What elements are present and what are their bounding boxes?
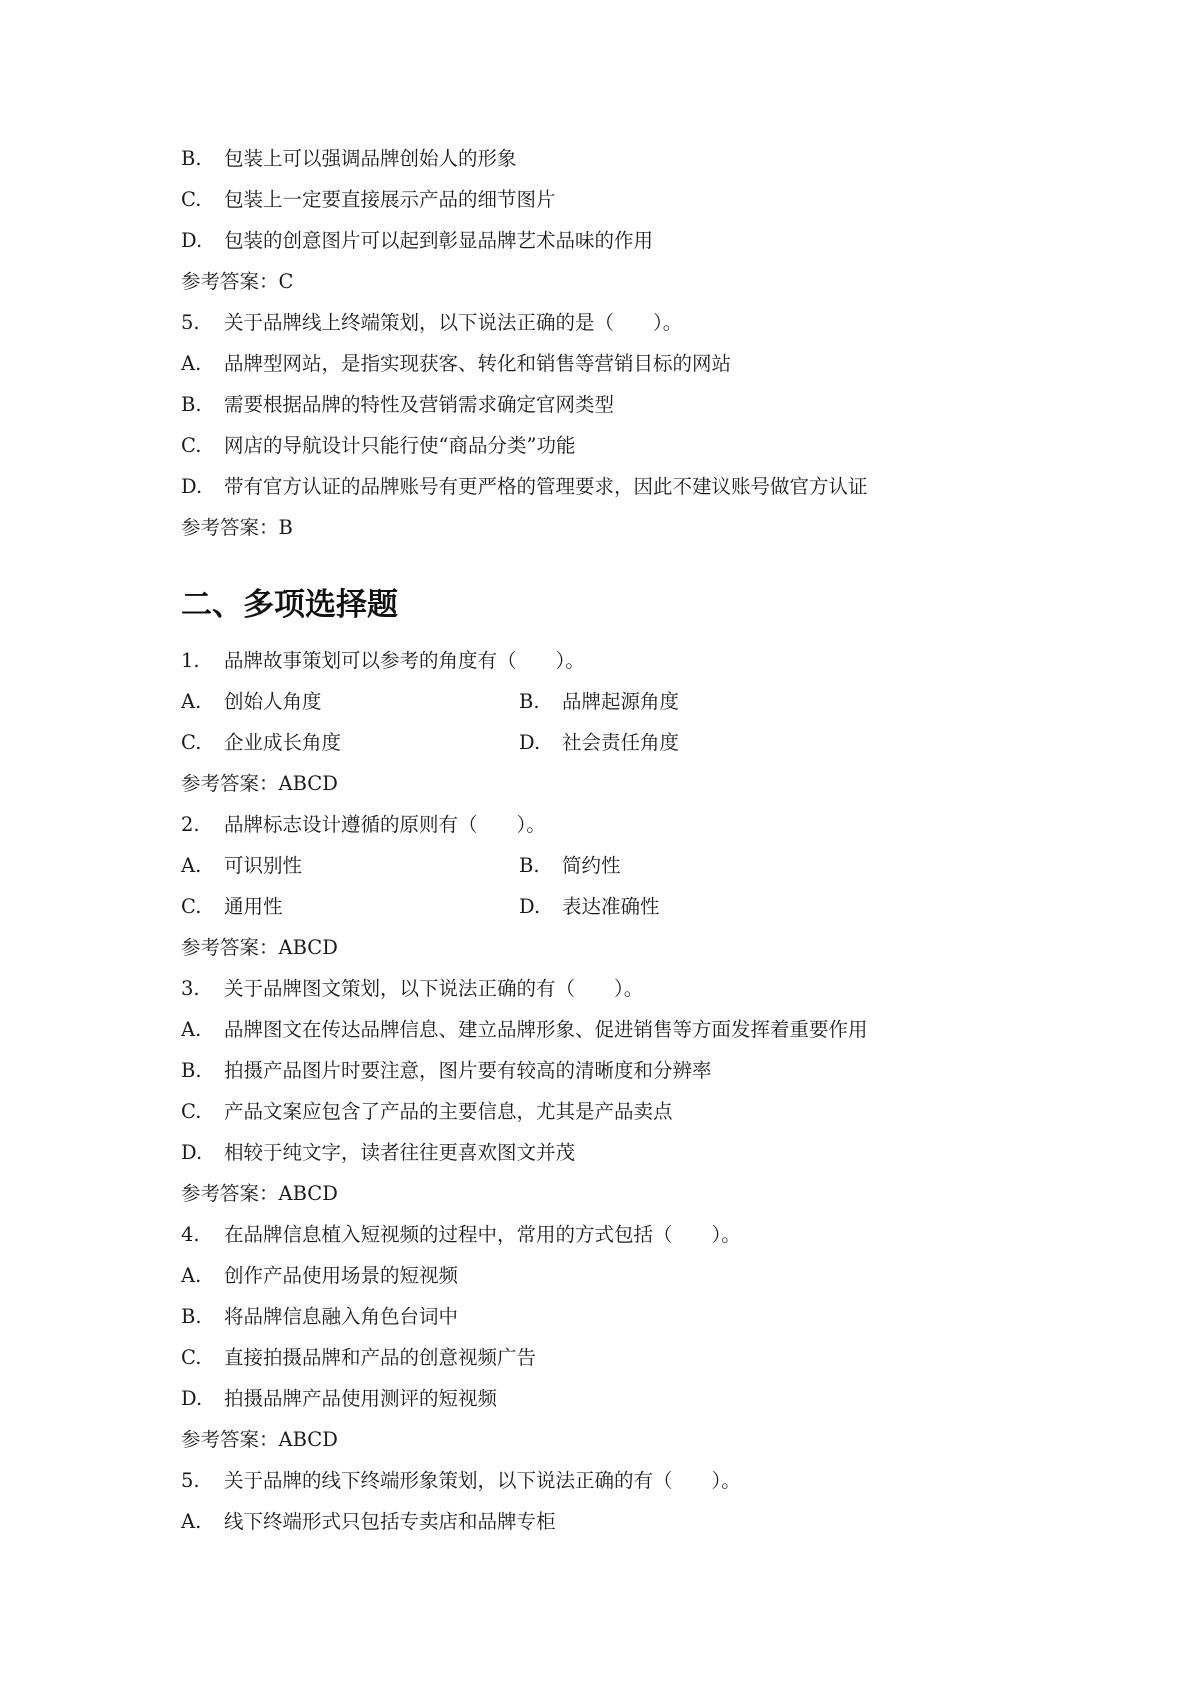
option-text: 线下终端形式只包括专卖店和品牌专柜 [224, 1510, 556, 1533]
option-letter: B. [181, 1305, 202, 1328]
question-stem [181, 974, 643, 1004]
option-b [519, 687, 679, 717]
option-letter: B. [181, 393, 202, 416]
option-text: 包装上可以强调品牌创始人的形象 [224, 147, 517, 170]
option-letter: D. [519, 895, 541, 918]
answer-key: 参考答案：ABCD [181, 772, 338, 795]
question-text: 关于品牌的线下终端形象策划，以下说法正确的有（ ）。 [224, 1469, 741, 1492]
option-text: 品牌起源角度 [562, 690, 680, 713]
option-text: 可识别性 [224, 854, 303, 877]
question-number: 3. [181, 977, 200, 1000]
option-b [181, 390, 614, 420]
option-letter: D. [181, 1387, 203, 1410]
option-d [181, 472, 868, 502]
option-letter: A. [181, 690, 202, 713]
option-text: 网店的导航设计只能行使“商品分类”功能 [224, 434, 576, 457]
answer-key: 参考答案：C [181, 270, 294, 293]
option-d [181, 226, 653, 256]
option-text: 拍摄产品图片时要注意，图片要有较高的清晰度和分辨率 [224, 1059, 712, 1082]
answer-key: 参考答案：ABCD [181, 1428, 338, 1451]
question-number: 1. [181, 649, 200, 672]
option-letter: A. [181, 854, 202, 877]
option-text: 品牌型网站，是指实现获客、转化和销售等营销目标的网站 [224, 352, 732, 375]
option-letter: C. [181, 731, 202, 754]
question-text: 在品牌信息植入短视频的过程中，常用的方式包括（ ）。 [224, 1223, 741, 1246]
option-c [181, 892, 283, 922]
option-letter: A. [181, 1018, 202, 1041]
option-letter: C. [181, 1346, 202, 1369]
option-d [181, 1138, 575, 1168]
option-c [181, 185, 556, 215]
question-stem [181, 810, 546, 840]
option-b [519, 851, 621, 881]
question-text: 品牌故事策划可以参考的角度有（ ）。 [224, 649, 585, 672]
option-c [181, 728, 341, 758]
option-text: 需要根据品牌的特性及营销需求确定官网类型 [224, 393, 615, 416]
option-a [181, 1507, 556, 1537]
option-letter: D. [181, 229, 203, 252]
option-c [181, 1343, 536, 1373]
option-c [181, 1097, 673, 1127]
option-text: 带有官方认证的品牌账号有更严格的管理要求，因此不建议账号做官方认证 [224, 475, 868, 498]
option-text: 品牌图文在传达品牌信息、建立品牌形象、促进销售等方面发挥着重要作用 [224, 1018, 868, 1041]
option-letter: B. [181, 1059, 202, 1082]
option-b [181, 144, 517, 174]
option-letter: D. [519, 731, 541, 754]
option-text: 拍摄品牌产品使用测评的短视频 [224, 1387, 498, 1410]
option-text: 直接拍摄品牌和产品的创意视频广告 [224, 1346, 537, 1369]
option-d [519, 892, 660, 922]
option-letter: A. [181, 352, 202, 375]
option-c [181, 431, 575, 461]
option-letter: C. [181, 895, 202, 918]
question-number: 2. [181, 813, 200, 836]
question-stem [181, 1220, 741, 1250]
option-letter: C. [181, 434, 202, 457]
option-text: 企业成长角度 [224, 731, 342, 754]
option-d [181, 1384, 497, 1414]
option-letter: A. [181, 1264, 202, 1287]
option-text: 相较于纯文字，读者往往更喜欢图文并茂 [224, 1141, 576, 1164]
option-a [181, 1261, 458, 1291]
option-text: 产品文案应包含了产品的主要信息，尤其是产品卖点 [224, 1100, 673, 1123]
answer-key: 参考答案：ABCD [181, 1182, 338, 1205]
option-text: 包装上一定要直接展示产品的细节图片 [224, 188, 556, 211]
option-a [181, 687, 322, 717]
question-stem [181, 1466, 741, 1496]
option-text: 简约性 [562, 854, 621, 877]
option-d [519, 728, 679, 758]
option-a [181, 349, 731, 379]
option-letter: C. [181, 1100, 202, 1123]
option-letter: B. [519, 690, 540, 713]
answer-key: 参考答案：B [181, 516, 293, 539]
question-text: 关于品牌线上终端策划，以下说法正确的是（ ）。 [224, 311, 683, 334]
option-letter: A. [181, 1510, 202, 1533]
option-text: 通用性 [224, 895, 283, 918]
question-stem [181, 646, 585, 676]
option-a [181, 851, 302, 881]
question-number: 5. [181, 1469, 200, 1492]
option-text: 包装的创意图片可以起到彰显品牌艺术品味的作用 [224, 229, 654, 252]
answer-key: 参考答案：ABCD [181, 936, 338, 959]
option-text: 社会责任角度 [562, 731, 680, 754]
option-letter: B. [181, 147, 202, 170]
option-text: 将品牌信息融入角色台词中 [224, 1305, 459, 1328]
option-b [181, 1302, 458, 1332]
section-heading: 二、多项选择题 [181, 587, 398, 623]
option-letter: B. [519, 854, 540, 877]
option-letter: C. [181, 188, 202, 211]
question-text: 品牌标志设计遵循的原则有（ ）。 [224, 813, 546, 836]
option-letter: D. [181, 1141, 203, 1164]
option-text: 表达准确性 [562, 895, 660, 918]
option-b [181, 1056, 712, 1086]
option-letter: D. [181, 475, 203, 498]
question-number: 4. [181, 1223, 200, 1246]
option-text: 创始人角度 [224, 690, 322, 713]
question-number: 5. [181, 311, 200, 334]
question-stem [181, 308, 682, 338]
option-text: 创作产品使用场景的短视频 [224, 1264, 459, 1287]
option-a [181, 1015, 868, 1045]
question-text: 关于品牌图文策划，以下说法正确的有（ ）。 [224, 977, 644, 1000]
